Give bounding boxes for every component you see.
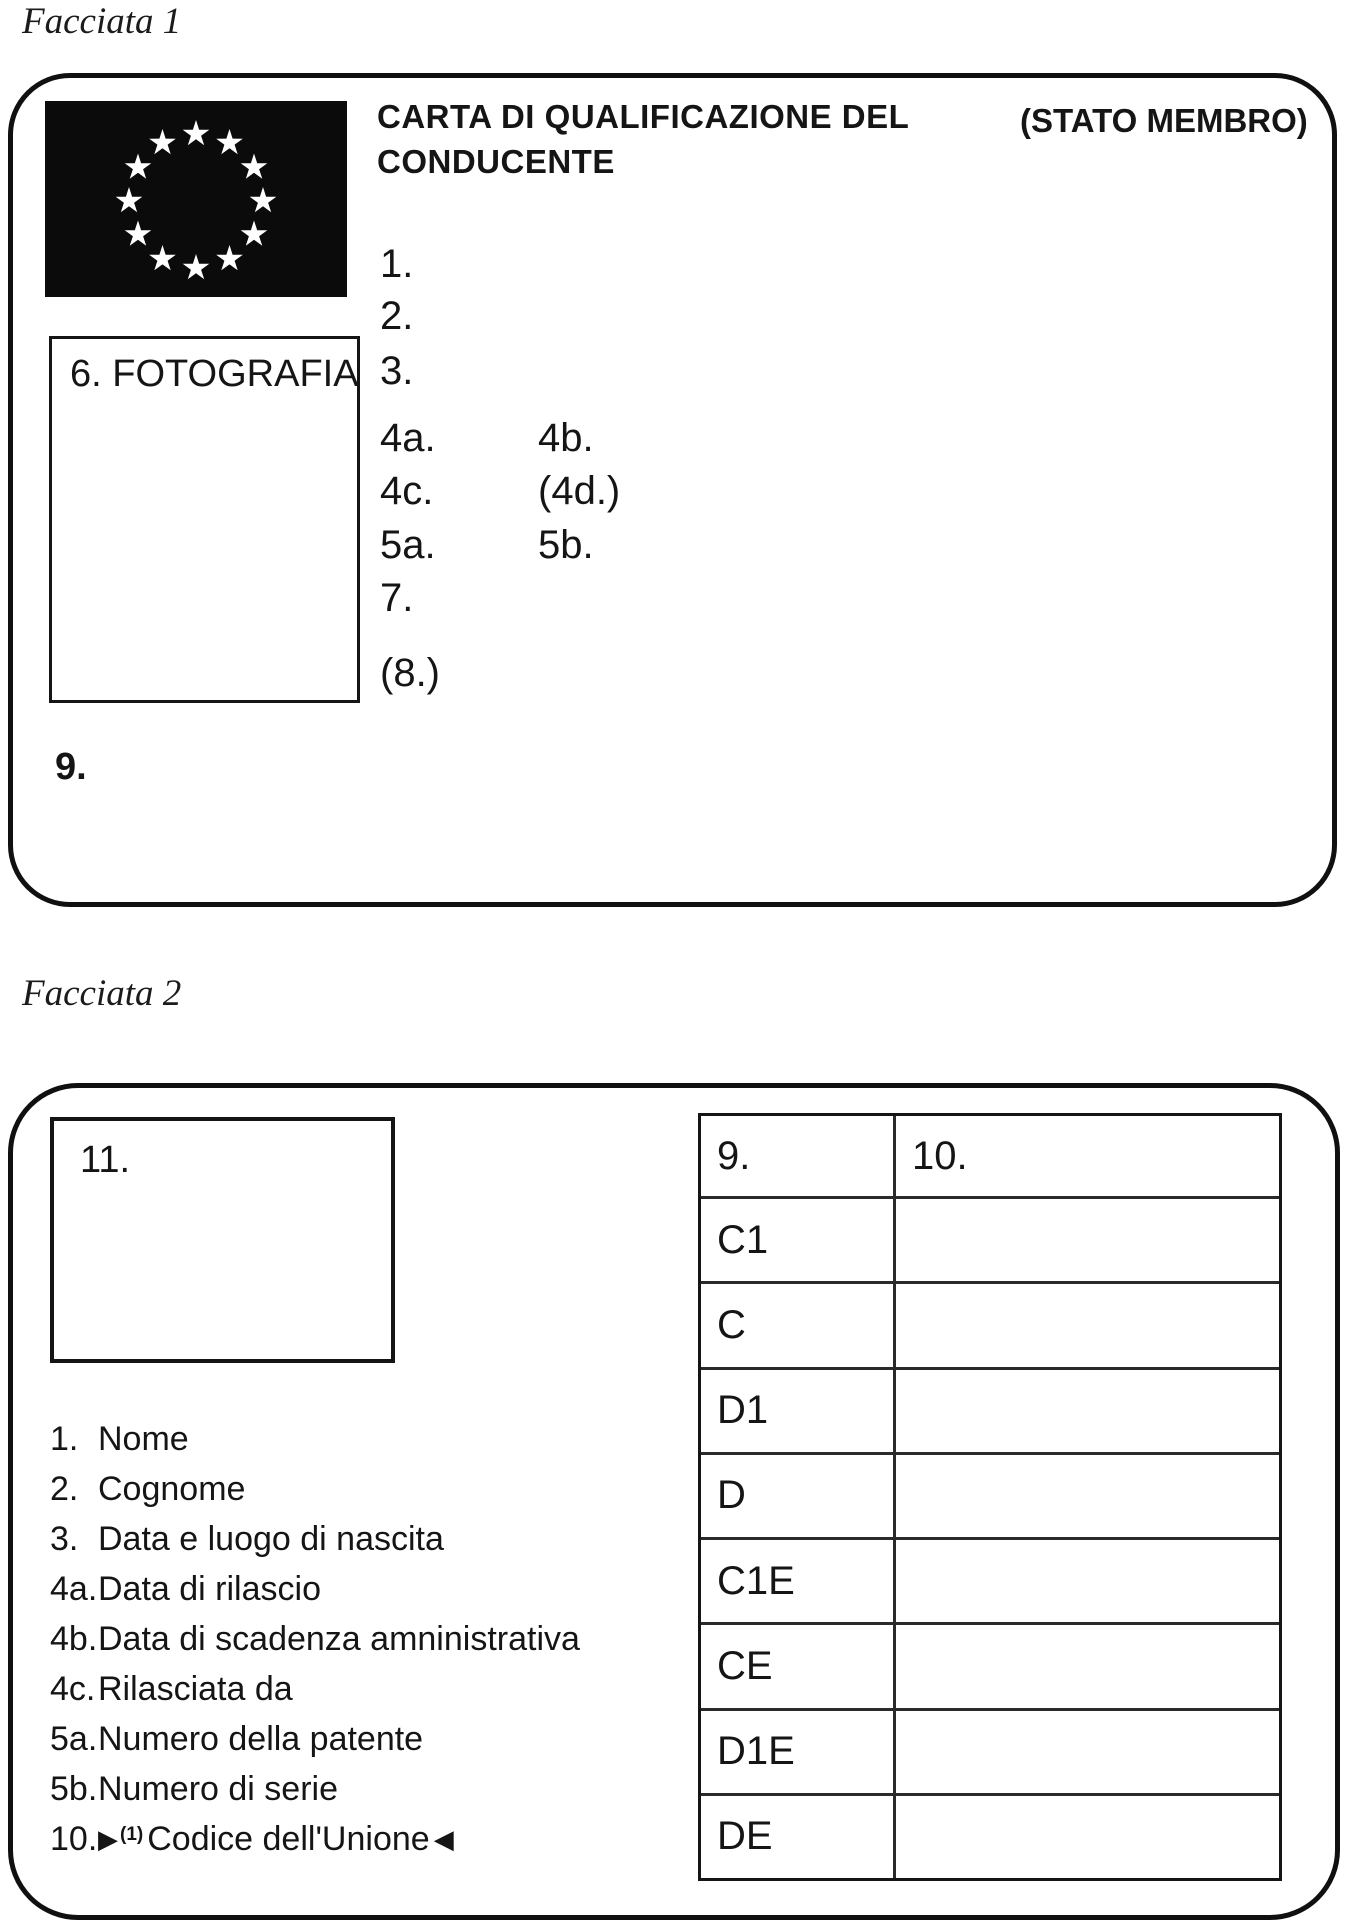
legend-item-text: Data di scadenza amninistrativa	[98, 1620, 580, 1658]
front-field-row	[380, 243, 413, 285]
table-cell-empty	[893, 1622, 1279, 1707]
table-cell-empty	[893, 1367, 1279, 1452]
table-row-category: C1	[701, 1196, 893, 1281]
field-number: (4d.)	[538, 469, 621, 513]
photo-box-label: 6. FOTOGRAFIA	[70, 353, 359, 395]
card-title-line2: CONDUCENTE	[377, 143, 615, 180]
front-field-row	[380, 416, 594, 460]
field-number: 5a.	[380, 523, 436, 567]
legend-item-text	[98, 1818, 454, 1862]
amendment-marker-open-icon: ▶	[98, 1824, 118, 1854]
legend-item-number: 4a.	[50, 1570, 98, 1608]
field-number: 4a.	[380, 416, 436, 460]
card-title-line1: CARTA DI QUALIFICAZIONE DEL	[377, 98, 910, 135]
field-number: 4b.	[538, 416, 594, 460]
field-11-label: 11.	[80, 1139, 131, 1181]
legend-item	[50, 1418, 650, 1468]
front-field-row	[380, 652, 440, 694]
card-title	[377, 94, 1017, 184]
table-row-category: C	[701, 1281, 893, 1366]
category-table	[698, 1113, 1282, 1881]
table-cell-empty	[893, 1452, 1279, 1537]
table-row-category: D1E	[701, 1708, 893, 1793]
table-header-9: 9.	[717, 1133, 751, 1178]
legend-item	[50, 1718, 650, 1768]
table-row-category: CE	[701, 1622, 893, 1707]
legend-item-number: 3.	[50, 1520, 79, 1558]
field-number: 2.	[380, 294, 414, 338]
legend-item-text: Nome	[98, 1420, 189, 1458]
legend-item-text: Data e luogo di nascita	[98, 1520, 444, 1558]
table-row-category: C1E	[701, 1537, 893, 1622]
field-number: 1.	[380, 242, 414, 286]
table-cell-empty	[893, 1708, 1279, 1793]
legend-item-number: 4b.	[50, 1620, 98, 1658]
amendment-marker-close-icon: ◀	[433, 1824, 454, 1854]
table-cell-empty	[893, 1196, 1279, 1281]
table-header-10: 10.	[893, 1116, 1279, 1196]
legend-item	[50, 1768, 650, 1818]
legend-item	[50, 1668, 650, 1718]
table-cell-empty	[893, 1793, 1279, 1878]
legend-item	[50, 1518, 650, 1568]
legend-item-number: 4c.	[50, 1670, 96, 1708]
front-field-row	[380, 469, 621, 513]
face1-label: Facciata 1	[22, 1, 182, 42]
field-number: 4c.	[380, 469, 434, 513]
front-field-row	[380, 523, 594, 567]
field-11-box	[50, 1117, 395, 1363]
field-number: 3.	[380, 349, 414, 393]
legend-item-text: Data di rilascio	[98, 1570, 321, 1608]
footnote-reference: (1)	[120, 1824, 144, 1845]
table-cell-empty	[893, 1281, 1279, 1366]
front-field-row	[380, 350, 413, 392]
legend-item-number: 10.	[50, 1820, 98, 1858]
legend-item-text: Numero della patente	[98, 1720, 424, 1758]
card-front	[8, 73, 1337, 907]
field-number: (8.)	[380, 651, 440, 695]
legend-item	[50, 1568, 650, 1618]
legend-item-number: 5b.	[50, 1770, 98, 1808]
table-row-category: DE	[701, 1793, 893, 1878]
table-row-category: D	[701, 1452, 893, 1537]
legend-list	[50, 1418, 650, 1868]
face2-label: Facciata 2	[22, 973, 182, 1014]
eu-flag-icon	[45, 101, 347, 297]
table-cell-empty	[893, 1537, 1279, 1622]
legend-item-text: Rilasciata da	[98, 1670, 293, 1708]
front-field-row	[380, 577, 413, 619]
card-back	[8, 1083, 1340, 1920]
legend-item-number: 1.	[50, 1420, 79, 1458]
legend-item-number: 2.	[50, 1470, 79, 1508]
legend-item-union-code	[50, 1818, 650, 1868]
field-number: 5b.	[538, 523, 594, 567]
legend-item-text: Numero di serie	[98, 1770, 338, 1808]
member-state-label: (STATO MEMBRO)	[1020, 102, 1308, 139]
front-field-9: 9.	[55, 746, 87, 788]
union-code-text: Codice dell'Unione	[147, 1820, 430, 1858]
legend-item-number: 5a.	[50, 1720, 98, 1758]
table-row-category: D1	[701, 1367, 893, 1452]
front-field-row	[380, 295, 413, 337]
field-number: 7.	[380, 576, 414, 620]
legend-item	[50, 1618, 650, 1668]
photo-box	[49, 336, 360, 703]
legend-item	[50, 1468, 650, 1518]
legend-item-text: Cognome	[98, 1470, 246, 1508]
